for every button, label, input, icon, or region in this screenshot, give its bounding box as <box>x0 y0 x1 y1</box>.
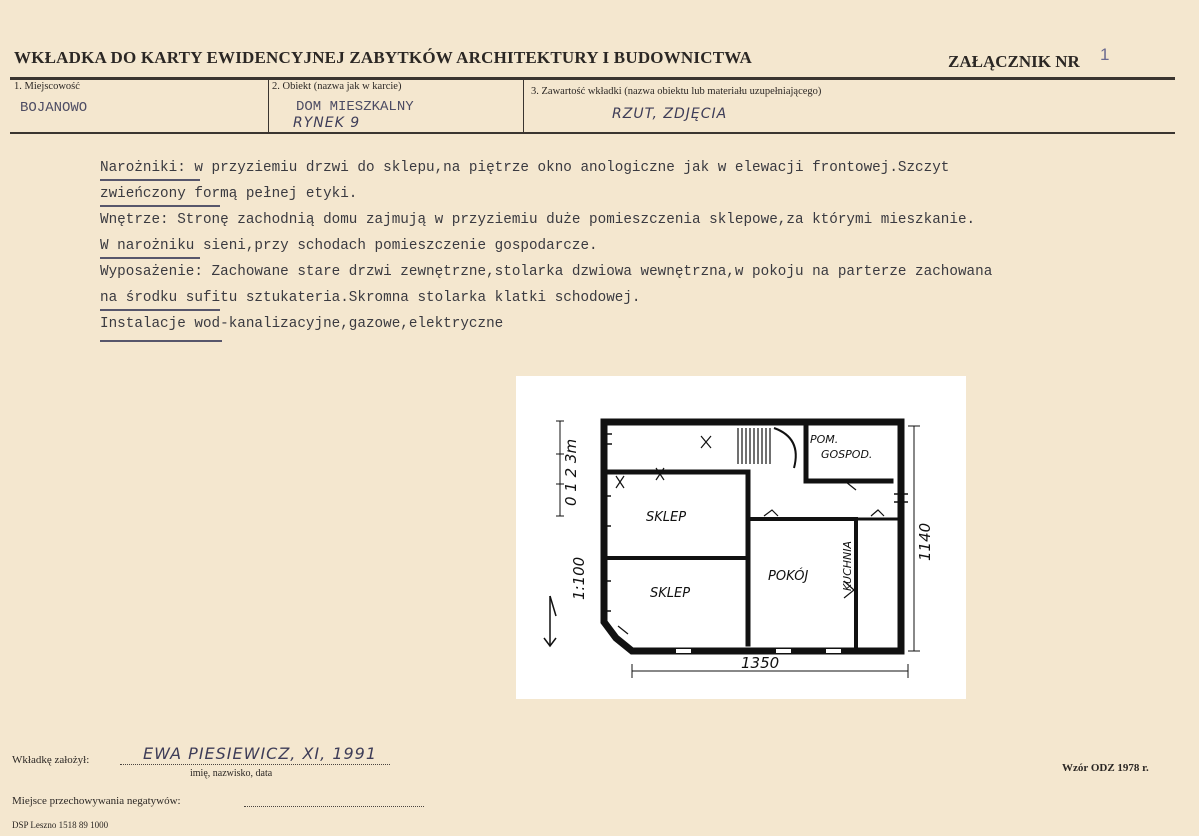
description-line-6: na środku sufitu sztukateria.Skromna stolarka klatki schodowej. <box>100 290 641 306</box>
room-label-shop-1: SKLEP <box>646 510 687 525</box>
created-by-value: EWA PIESIEWICZ, XI, 1991 <box>143 744 378 763</box>
window-marks <box>604 434 908 651</box>
description-line-7: Instalacje wod-kanalizacyjne,gazowe,elektryczne <box>100 316 504 332</box>
description-line-4: W narożniku sieni,przy schodach pomieszczenie gospodarcze. <box>100 238 598 254</box>
negatives-label: Miejsce przechowywania negatywów: <box>12 795 181 807</box>
underline-wnetrze <box>100 257 200 259</box>
created-by-label: Wkładkę założył: <box>12 754 90 766</box>
negatives-line <box>244 806 424 807</box>
underline-wyposazenie <box>100 309 220 311</box>
depth-dimension: 1140 <box>916 522 934 561</box>
contents-value: RZUT, ZDJĘCIA <box>612 106 728 122</box>
scale-label: 1:100 <box>570 556 588 600</box>
description-line-2: zwieńczony formą pełnej etyki. <box>100 186 358 202</box>
description-line-1: Narożniki: w przyziemiu drzwi do sklepu,na piętrze okno anologiczne jak w elewacji frontowej.Szczyt <box>100 160 950 176</box>
annex-label: ZAŁĄCZNIK NR <box>948 52 1080 71</box>
object-address: RYNEK 9 <box>293 115 361 131</box>
room-label-utility-1: POM. <box>810 433 839 446</box>
object-label: 2. Obiekt (nazwa jak w karcie) <box>272 81 402 92</box>
floor-plan-drawing <box>516 376 966 699</box>
width-dimension: 1350 <box>741 654 780 672</box>
underline-instalacje <box>100 340 222 342</box>
underline-narozniki <box>100 179 200 181</box>
underline-narozniki-2 <box>100 205 220 207</box>
field-divider-2 <box>523 80 524 132</box>
room-label-room: POKÓJ <box>768 569 809 584</box>
model-label: Wzór ODZ 1978 r. <box>1062 762 1149 774</box>
description-line-5: Wyposażenie: Zachowane stare drzwi zewnętrzne,stolarka dzwiowa wewnętrzna,w pokoju na parterze zachowana <box>100 264 993 280</box>
printer-info: DSP Leszno 1518 89 1000 <box>12 820 109 830</box>
created-by-caption: imię, nazwisko, data <box>190 768 273 779</box>
annex-number: 1 <box>1100 45 1110 64</box>
locality-value: BOJANOWO <box>20 100 88 116</box>
contents-label: 3. Zawartość wkładki (nazwa obiektu lub materiału uzupełniającego) <box>531 86 822 97</box>
staircase <box>738 428 796 468</box>
form-title: WKŁADKA DO KARTY EWIDENCYJNEJ ZABYTKÓW ARCHITEKTURY I BUDOWNICTWA <box>14 48 753 67</box>
header-rule <box>10 77 1175 80</box>
locality-label: 1. Miejscowość <box>14 81 80 92</box>
room-label-kitchen: KUCHNIA <box>841 540 854 591</box>
object-value: DOM MIESZKALNY <box>296 99 414 115</box>
north-arrow-icon <box>544 596 556 646</box>
field-divider-1 <box>268 80 269 132</box>
scale-bar-label: 0 1 2 3m <box>562 438 580 506</box>
fields-rule <box>10 132 1175 134</box>
room-label-utility-2: GOSPOD. <box>821 448 873 461</box>
floor-plan-photo <box>516 376 966 699</box>
room-label-shop-2: SKLEP <box>650 586 691 601</box>
created-by-line <box>120 764 390 765</box>
description-line-3: Wnętrze: Stronę zachodnią domu zajmują w przyziemiu duże pomieszczenia sklepowe,za którymi mieszkanie. <box>100 212 976 228</box>
